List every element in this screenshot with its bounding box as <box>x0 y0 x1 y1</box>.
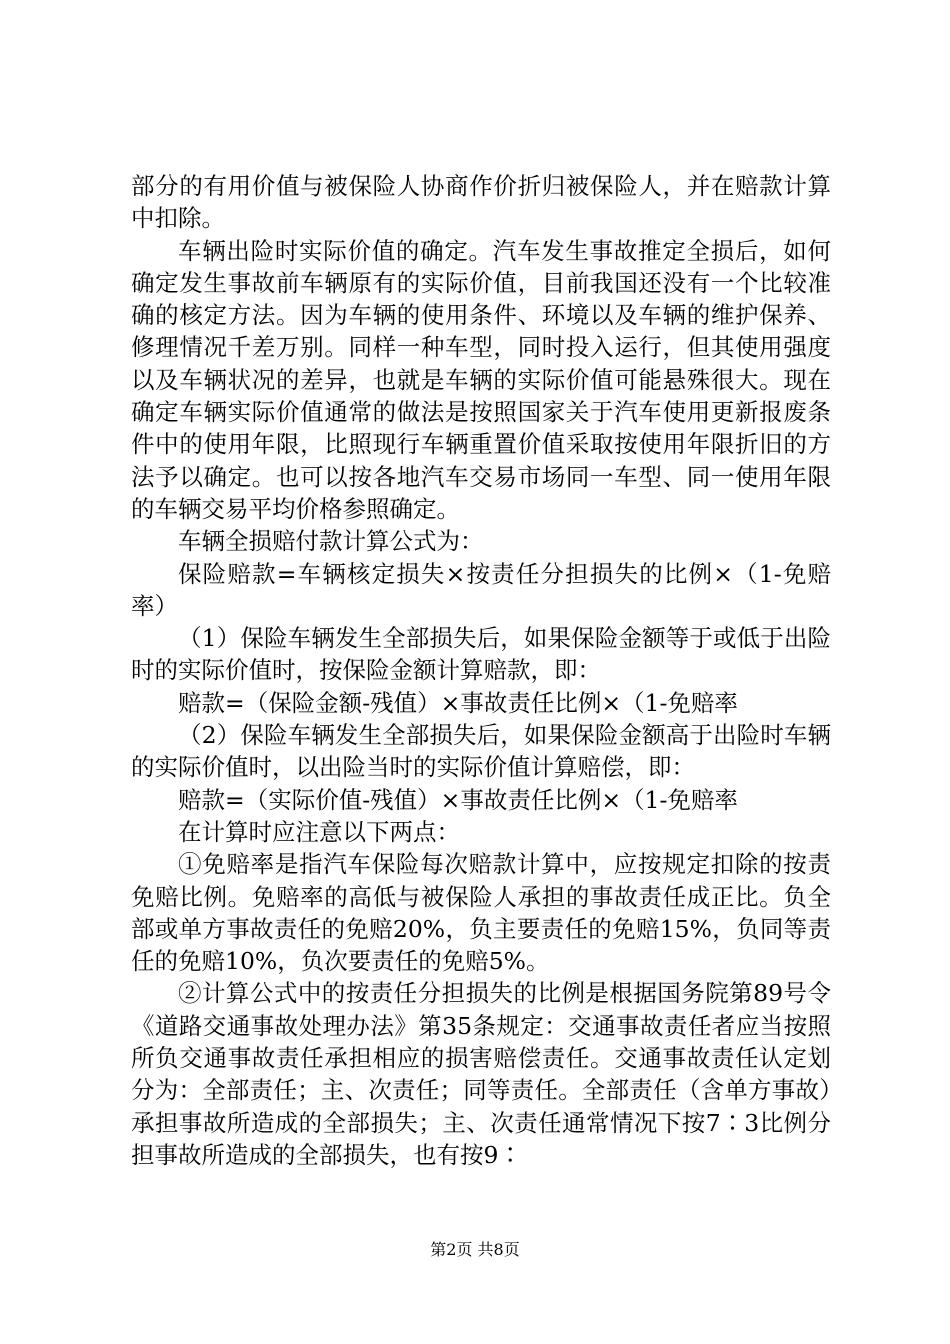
paragraph-note-1: ①免赔率是指汽车保险每次赔款计算中，应按规定扣除的按责免赔比例。免赔率的高低与被保险人承担的事故责任成正比。负全部或单方事故责任的免赔20%，负主要责任的免赔15%，负同等责任的免赔10%，负次要责任的免赔5%。 <box>131 850 831 976</box>
formula-case-1: 赔款=（保险金额-残值）×事故责任比例×（1-免赔率 <box>178 688 738 717</box>
paragraph-formula-intro: 车辆全损赔付款计算公式为： <box>178 527 484 556</box>
body-text <box>131 170 831 1171</box>
paragraph-case-1: （1）保险车辆发生全部损失后，如果保险金额等于或低于出险时的实际价值时，按保险金额计算赔款，即： <box>131 624 831 685</box>
formula-case-2: 赔款=（实际价值-残值）×事故责任比例×（1-免赔率 <box>178 785 738 814</box>
paragraph-continuation: 部分的有用价值与被保险人协商作价折归被保险人，并在赔款计算中扣除。 <box>131 172 831 233</box>
formula-total-loss: 保险赔款=车辆核定损失×按责任分担损失的比例×（1-免赔率） <box>131 559 831 620</box>
paragraph-note-2: ②计算公式中的按责任分担损失的比例是根据国务院第89号令《道路交通事故处理办法》第35条规定：交通事故责任者应当按照所负交通事故责任承担相应的损害赔偿责任。交通事故责任认定划分为：全部责任；主、次责任；同等责任。全部责任（含单方事故）承担事故所造成的全部损失；主、次责任通常情况下按7∶3比例分担事故所造成的全部损失，也有按9∶ <box>131 979 831 1169</box>
page-footer: 第2页 共8页 <box>430 1240 520 1259</box>
paragraph-actual-value: 车辆出险时实际价值的确定。汽车发生事故推定全损后，如何确定发生事故前车辆原有的实际价值，目前我国还没有一个比较准确的核定方法。因为车辆的使用条件、环境以及车辆的维护保养、修理情况千差万别。同样一种车型，同时投入运行，但其使用强度以及车辆状况的差异，也就是车辆的实际价值可能悬殊很大。现在确定车辆实际价值通常的做法是按照国家关于汽车使用更新报废条件中的使用年限，比照现行车辆重置价值采取按使用年限折旧的方法予以确定。也可以按各地汽车交易市场同一车型、同一使用年限的车辆交易平均价格参照确定。 <box>131 236 831 523</box>
paragraph-notes-intro: 在计算时应注意以下两点： <box>178 817 460 846</box>
paragraph-case-2: （2）保险车辆发生全部损失后，如果保险金额高于出险时车辆的实际价值时，以出险当时的实际价值计算赔偿，即： <box>131 721 831 782</box>
